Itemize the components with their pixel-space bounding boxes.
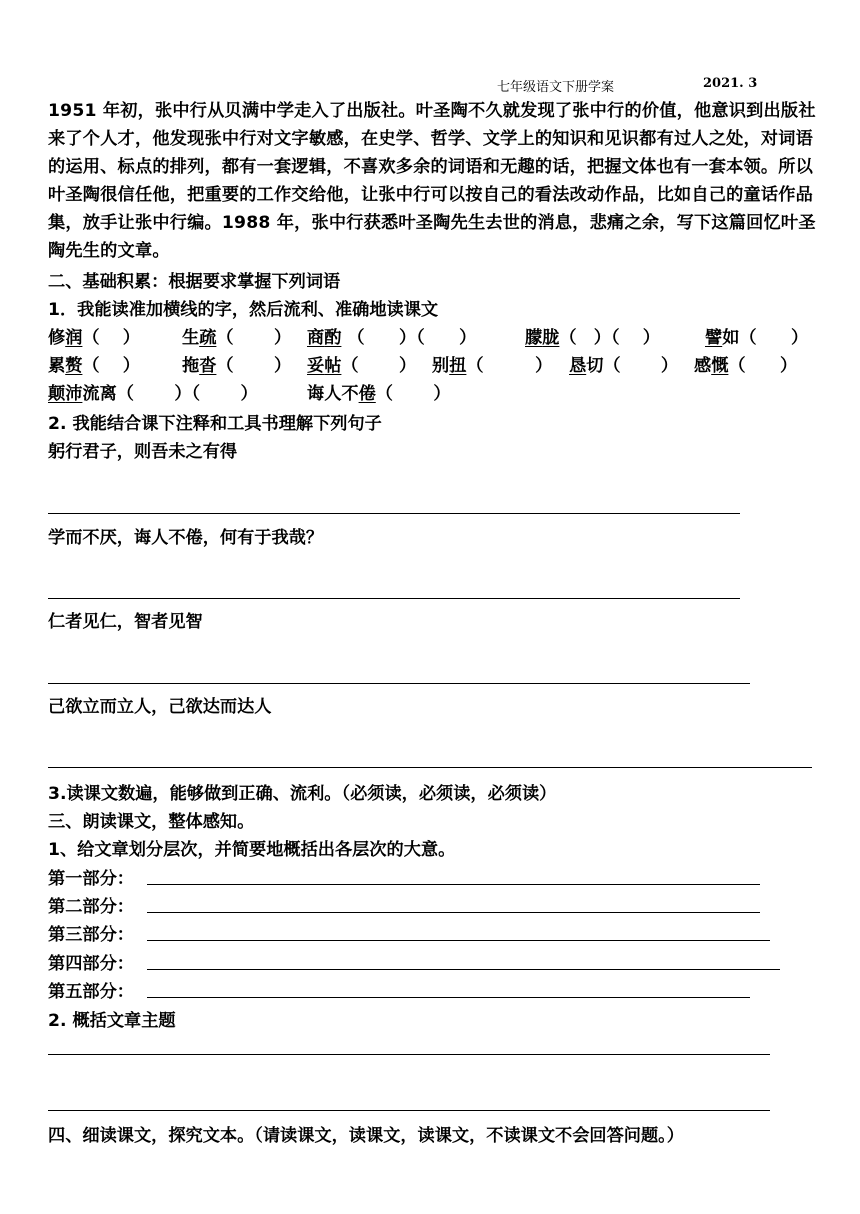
section4-title: 四、细读课文，探究文本。（请读课文，读课文，读课文，不读课文不会回答问题。） xyxy=(48,1126,684,1146)
part-2-label: 第二部分： xyxy=(48,897,134,917)
vocab-item: 累赘（ ） xyxy=(48,356,140,376)
part-4-answer-line[interactable] xyxy=(147,969,780,970)
part-5-answer-line[interactable] xyxy=(147,997,750,998)
part-1-label: 第一部分： xyxy=(48,869,134,889)
vocab-item: 譬如（ ） xyxy=(705,328,809,348)
part-2-answer-line[interactable] xyxy=(147,912,760,913)
answer-line[interactable] xyxy=(48,1110,770,1111)
answer-line[interactable] xyxy=(48,767,812,768)
section2-q2: 2. 我能结合课下注释和工具书理解下列句子 xyxy=(48,414,382,434)
vocab-item: 朦胧（ ）（ ） xyxy=(525,328,660,348)
answer-line[interactable] xyxy=(48,513,740,514)
part-3-answer-line[interactable] xyxy=(147,940,770,941)
vocab-item: 诲人不倦（ ） xyxy=(307,384,451,404)
vocab-item: 修润（ ） xyxy=(48,328,140,348)
vocab-item: 感慨（ ） xyxy=(694,356,798,376)
part-5-label: 第五部分： xyxy=(48,982,134,1002)
vocab-item: 别扭（ ） xyxy=(432,356,553,376)
answer-line[interactable] xyxy=(48,683,750,684)
vocab-item: 商酌 （ ）（ ） xyxy=(307,328,477,348)
intro-paragraph: 1951 年初，张中行从贝满中学走入了出版社。叶圣陶不久就发现了张中行的价值，他意识到出版社来了个人才，他发现张中行对文字敏感，在史学、哲学、文学上的知识和见识都有过人之处，对词语的运用、标点的排列，都有一套逻辑，不喜欢多余的词语和无趣的话，把握文体也有一套本领。所以叶圣陶很信任他，把重要的工作交给他，让张中行可以按自己的看法改动作品，比如自己的童话作品集，放手让张中行编。1988 年，张中行获悉叶圣陶先生去世的消息，悲痛之余，写下这篇回忆叶圣陶先生的文章。 xyxy=(48,101,816,261)
sentence-1: 躬行君子，则吾未之有得 xyxy=(48,442,238,462)
part-3-label: 第三部分： xyxy=(48,925,134,945)
vocab-item: 颠沛流离（ ）（ ） xyxy=(48,384,258,404)
sentence-2: 学而不厌，诲人不倦，何有于我哉？ xyxy=(48,528,324,548)
answer-line[interactable] xyxy=(48,1054,770,1055)
section2-title: 二、基础积累：根据要求掌握下列词语 xyxy=(48,272,341,292)
section3-q1: 1、给文章划分层次，并简要地概括出各层次的大意。 xyxy=(48,840,456,860)
part-4-label: 第四部分： xyxy=(48,954,134,974)
section3-title: 三、朗读课文，整体感知。 xyxy=(48,812,255,832)
vocab-item: 妥帖（ ） xyxy=(307,356,417,376)
sentence-3: 仁者见仁，智者见智 xyxy=(48,612,203,632)
vocab-item: 恳切（ ） xyxy=(569,356,679,376)
section2-q1: 1．我能读准加横线的字，然后流利、准确地读课文 xyxy=(48,300,439,320)
part-1-answer-line[interactable] xyxy=(147,884,760,885)
sentence-4: 己欲立而立人，己欲达而达人 xyxy=(48,697,272,717)
answer-line[interactable] xyxy=(48,598,740,599)
vocab-row-1 xyxy=(48,323,816,349)
vocab-row-3 xyxy=(48,379,816,405)
header-title: 七年级语文下册学案 xyxy=(497,80,615,95)
vocab-item: 生疏（ ） xyxy=(182,328,292,348)
vocab-row-2 xyxy=(48,351,816,377)
section2-q3: 3.读课文数遍，能够做到正确、流利。（必须读，必须读，必须读） xyxy=(48,784,557,804)
header-date: 2021. 3 xyxy=(703,76,758,91)
vocab-item: 拖沓（ ） xyxy=(182,356,292,376)
section3-q2: 2. 概括文章主题 xyxy=(48,1011,176,1031)
